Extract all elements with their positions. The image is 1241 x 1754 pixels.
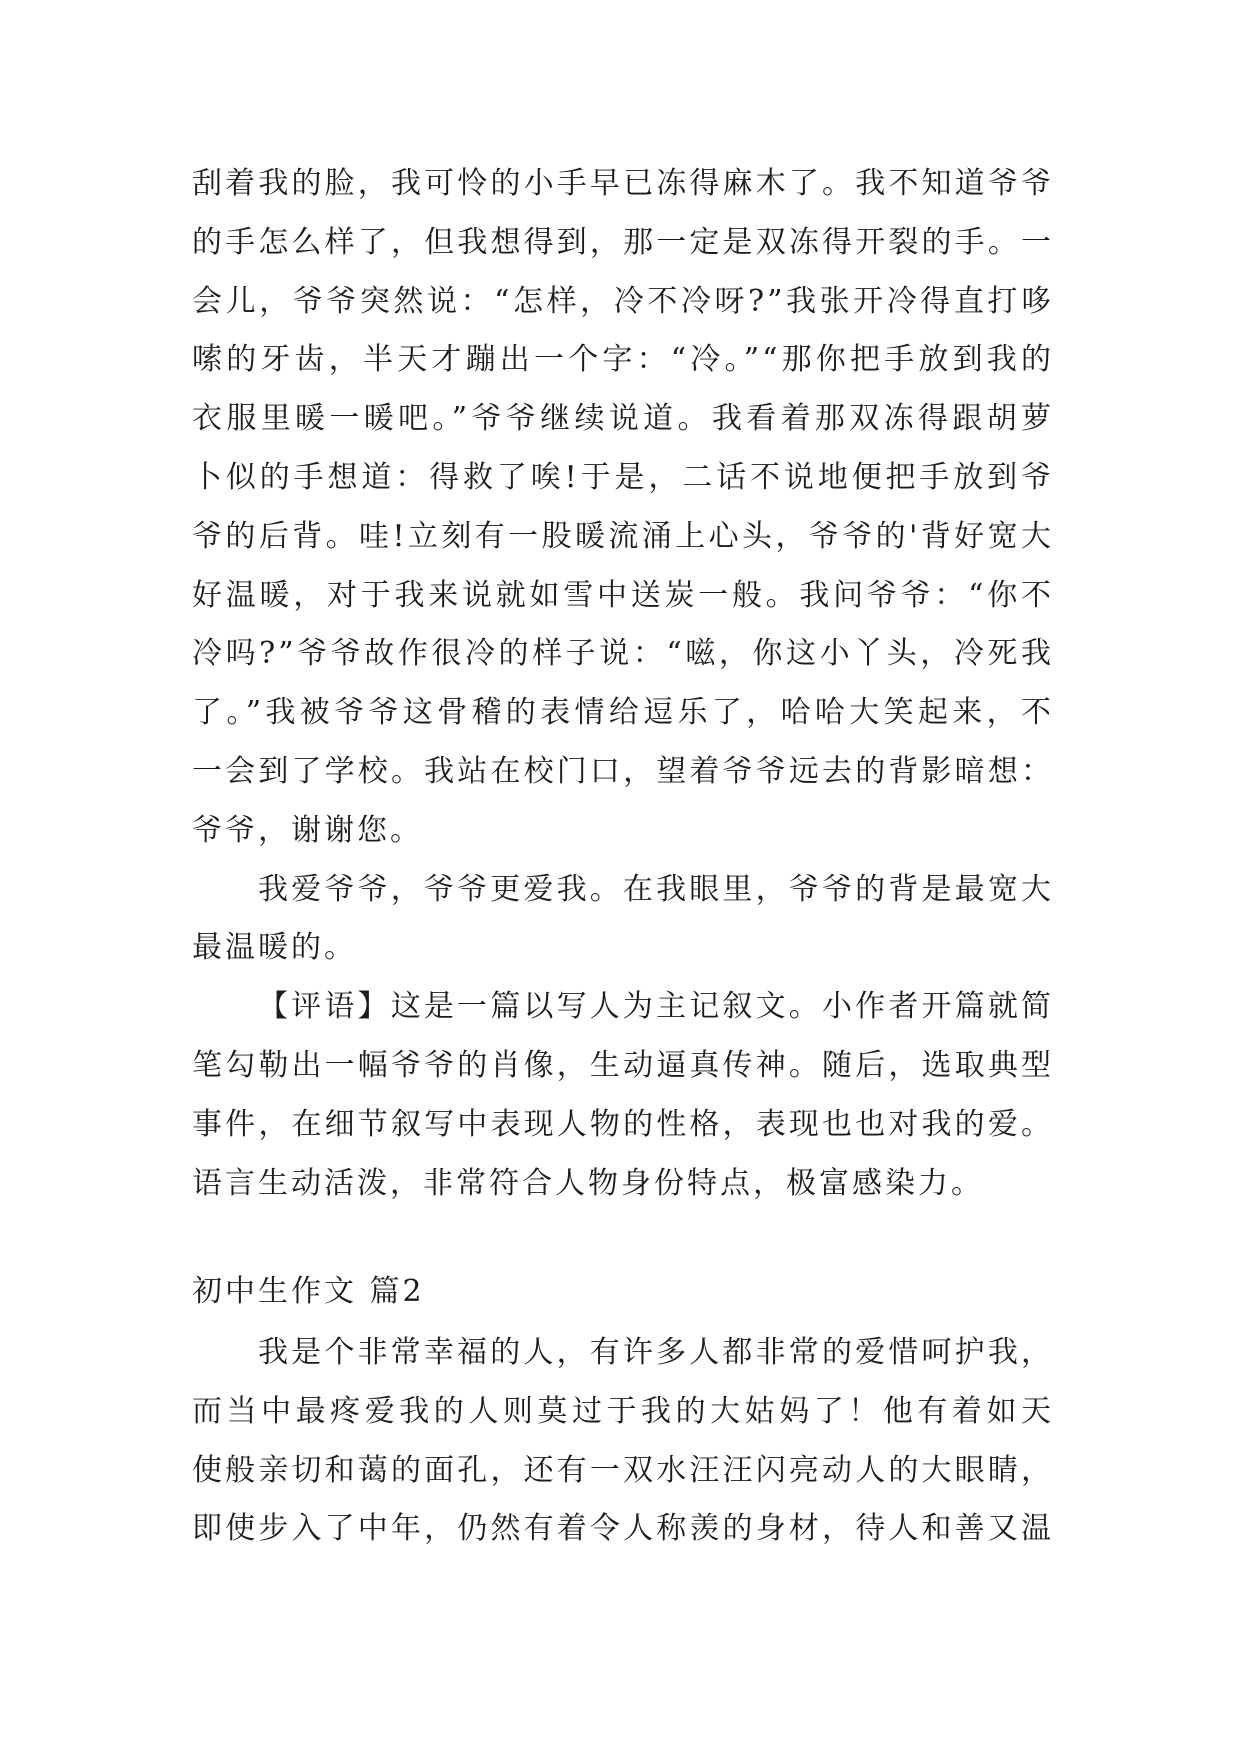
section-heading: 初中生作文 篇2 (192, 1274, 425, 1309)
text-line: 衣服里暖一暖吧。”爷爷继续说道。我看着那双冻得跟胡萝 (192, 401, 1054, 437)
text-line: 嗦的牙齿，半天才蹦出一个字：“冷。”“那你把手放到我的 (192, 342, 1054, 378)
text-line: 最温暖的。 (192, 930, 357, 966)
text-line: 冷吗?”爷爷故作很冷的样子说：“嗞，你这小丫头，冷死我 (192, 636, 1054, 672)
paragraph (192, 861, 1054, 979)
text-line: 了。”我被爷爷这骨稽的表情给逗乐了，哈哈大笑起来，不 (192, 695, 1054, 731)
essay-2-body (192, 1324, 1054, 1559)
text-line: 爷爷，谢谢您。 (192, 812, 423, 848)
text-line: 好温暖，对于我来说就如雪中送炭一般。我问爷爷：“你不 (192, 577, 1054, 613)
text-line: 一会到了学校。我站在校门口，望着爷爷远去的背影暗想： (192, 753, 1054, 789)
text-line: 事件，在细节叙写中表现人物的性格，表现也也对我的爱。 (192, 1106, 1054, 1142)
text-line: 爷的后背。哇!立刻有一股暖流涌上心头，爷爷的'背好宽大 (192, 518, 1054, 554)
essay-2-header (192, 1263, 425, 1322)
text-line: 卜似的手想道：得救了唉!于是，二话不说地便把手放到爷 (192, 459, 1054, 495)
text-line: 使般亲切和蔼的面孔，还有一双水汪汪闪亮动人的大眼睛， (192, 1452, 1054, 1488)
text-line: 我是个非常幸福的人，有许多人都非常的爱惜呵护我， (258, 1335, 1054, 1370)
text-line: 而当中最疼爱我的人则莫过于我的大姑妈了！他有着如天 (192, 1393, 1054, 1429)
text-line: 【评语】这是一篇以写人为主记叙文。小作者开篇就简 (258, 989, 1054, 1025)
text-line: 即使步入了中年，仍然有着令人称羡的身材，待人和善又温 (192, 1511, 1054, 1547)
essay-1-body (192, 155, 1054, 1213)
text-line: 会儿，爷爷突然说：“怎样，冷不冷呀?”我张开冷得直打哆 (192, 283, 1054, 319)
text-line: 刮着我的脸，我可怜的小手早已冻得麻木了。我不知道爷爷 (192, 166, 1054, 201)
text-line: 的手怎么样了，但我想得到，那一定是双冻得开裂的手。一 (192, 224, 1054, 260)
paragraph (192, 155, 1054, 861)
paragraph (192, 1324, 1054, 1559)
text-line: 笔勾勒出一幅爷爷的肖像，生动逼真传神。随后，选取典型 (192, 1047, 1054, 1083)
text-line: 我爱爷爷，爷爷更爱我。在我眼里，爷爷的背是最宽大 (258, 871, 1054, 907)
text-line: 语言生动活泼，非常符合人物身份特点，极富感染力。 (192, 1165, 984, 1201)
comment-paragraph (192, 978, 1054, 1213)
